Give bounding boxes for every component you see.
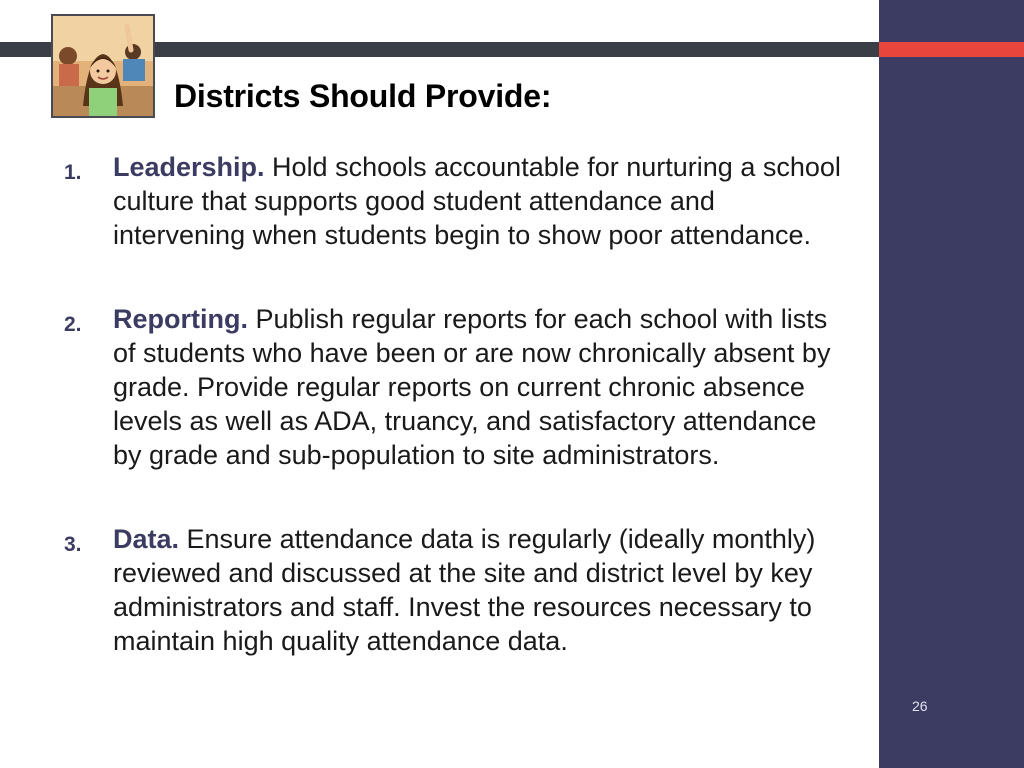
classroom-photo-image	[53, 16, 153, 116]
list-item-text: Hold schools accountable for nurturing a school culture that supports good student attendance and intervening when students begin to show poor attendance.	[113, 152, 841, 250]
side-accent-bar	[879, 42, 1024, 57]
list-item	[64, 522, 844, 658]
list-item-lead: Leadership.	[113, 152, 265, 182]
list-item-number: 1.	[64, 161, 82, 184]
list-item-number: 3.	[64, 533, 82, 556]
slide-title: Districts Should Provide:	[174, 78, 552, 114]
list-item	[64, 302, 844, 472]
list-item-lead: Data.	[113, 524, 180, 554]
classroom-photo	[51, 14, 155, 118]
list-item-lead: Reporting.	[113, 304, 248, 334]
list-item	[64, 150, 844, 252]
list-item-text: Ensure attendance data is regularly (ideally monthly) reviewed and discussed at the site and district level by key administrators and staff. Invest the resources necessary to maintain high quality attendance data.	[113, 524, 816, 656]
page-number: 26	[912, 698, 928, 714]
list-item-number: 2.	[64, 313, 82, 336]
side-panel	[879, 0, 1024, 768]
list-item-text: Publish regular reports for each school with lists of students who have been or are now chronically absent by grade. Provide regular reports on current chronic absence levels as well as ADA, truancy, and satisfactory attendance by grade and sub-population to site administrators.	[113, 304, 831, 470]
recommendation-list	[64, 150, 844, 708]
